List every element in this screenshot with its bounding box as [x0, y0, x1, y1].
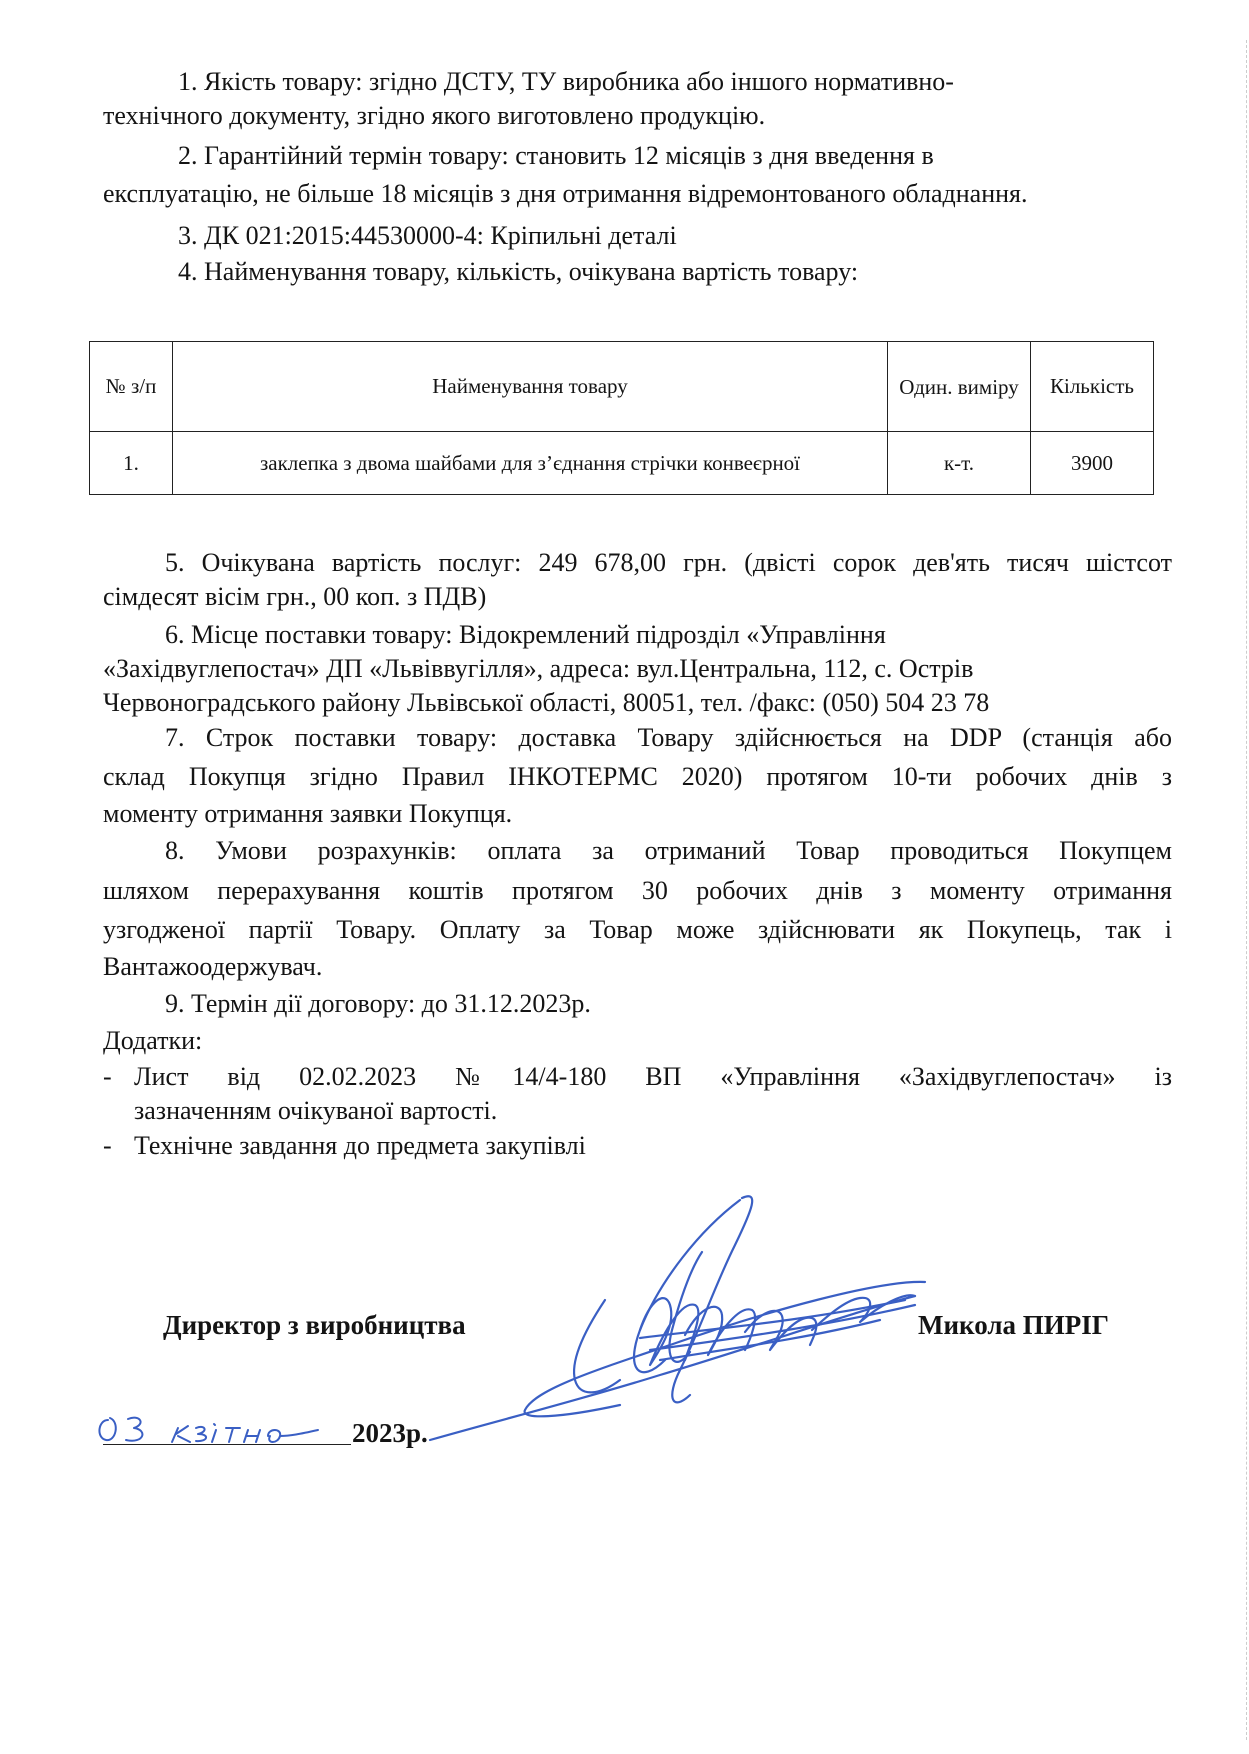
attachment-1-bullet: - [103, 1062, 112, 1091]
cell-unit: к-т. [888, 432, 1031, 495]
date-underline [103, 1444, 351, 1445]
item-4-line: 4. Найменування товару, кількість, очікувана вартість товару: [178, 257, 859, 286]
item-5-line-1: 5. Очікувана вартість послуг: 249 678,00 грн. (двісті сорок дев'ять тисяч шістсот [165, 548, 1172, 577]
item-3-line: 3. ДК 021:2015:44530000-4: Кріпильні деталі [178, 221, 677, 250]
cell-product-name: заклепка з двома шайбами для з’єднання стрічки конвеєрної [173, 432, 888, 495]
item-1-line-2: технічного документу, згідно якого виготовлено продукцію. [103, 101, 766, 130]
header-unit: Один. виміру [888, 342, 1031, 432]
item-8-line-1: 8. Умови розрахунків: оплата за отриманий Товар проводиться Покупцем [165, 836, 1172, 865]
item-9-line: 9. Термін дії договору: до 31.12.2023р. [165, 989, 591, 1018]
cell-number: 1. [90, 432, 173, 495]
attachment-1-line-2: зазначенням очікуваної вартості. [134, 1096, 498, 1125]
date-year: 2023р. [352, 1418, 428, 1448]
item-7-line-2: склад Покупця згідно Правил ІНКОТЕРМС 2020) протягом 10-ти робочих днів з [103, 762, 1172, 791]
item-2-line-1: 2. Гарантійний термін товару: становить 12 місяців з дня введення в [178, 141, 934, 170]
item-2-line-2: експлуатацію, не більше 18 місяців з дня отримання відремонтованого обладнання. [103, 179, 1028, 208]
signatory-name: Микола ПИРІГ [918, 1310, 1109, 1340]
signatory-position: Директор з виробництва [163, 1310, 466, 1340]
attachments-title: Додатки: [103, 1026, 203, 1055]
attachment-2-bullet: - [103, 1131, 112, 1160]
cell-quantity: 3900 [1031, 432, 1154, 495]
item-1-line-1: 1. Якість товару: згідно ДСТУ, ТУ виробника або іншого нормативно- [178, 67, 954, 96]
item-8-line-3: узгодженої партії Товару. Оплату за Товар може здійснювати як Покупець, так і [103, 915, 1172, 944]
header-quantity: Кількість [1031, 342, 1154, 432]
attachment-1-line-1: Лист від 02.02.2023 №14/4-180 ВП «Управління «Західвуглепостач» із [134, 1062, 1172, 1091]
item-6-line-3: Червоноградського району Львівської області, 80051, тел. /факс: (050) 504 23 78 [103, 688, 990, 717]
item-7-line-1: 7. Строк поставки товару: доставка Товару здійснюється на DDP (станція або [165, 723, 1172, 752]
item-7-line-3: моменту отримання заявки Покупця. [103, 799, 513, 828]
header-product-name: Найменування товару [173, 342, 888, 432]
attachment-2-line: Технічне завдання до предмета закупівлі [134, 1131, 586, 1160]
item-8-line-4: Вантажоодержувач. [103, 952, 323, 981]
item-6-line-2: «Західвуглепостач» ДП «Львіввугілля», адреса: вул.Центральна, 112, с. Острів [103, 654, 974, 683]
header-number: № з/п [90, 342, 173, 432]
item-6-line-1: 6. Місце поставки товару: Відокремлений підрозділ «Управління [165, 620, 886, 649]
item-8-line-2: шляхом перерахування коштів протягом 30 робочих днів з моменту отримання [103, 876, 1172, 905]
item-5-line-2: сімдесят вісім грн., 00 коп. з ПДВ) [103, 582, 487, 611]
